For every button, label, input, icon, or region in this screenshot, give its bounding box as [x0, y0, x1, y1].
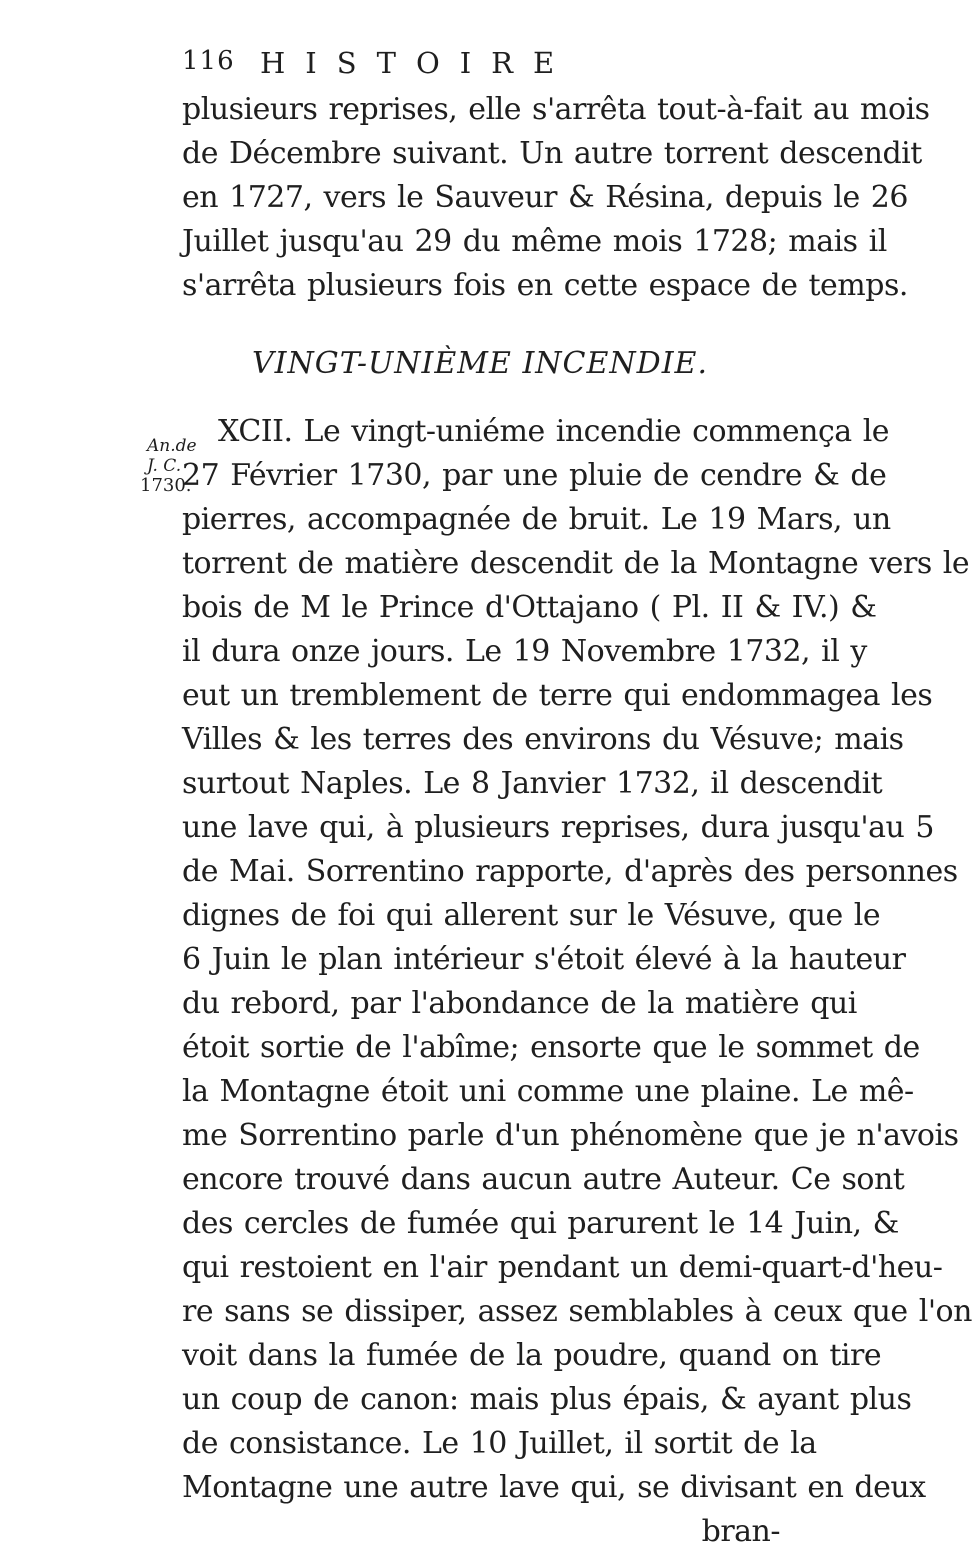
text-line: s'arrêta plusieurs fois en cette espace de temps.: [182, 268, 908, 303]
margin-note-line: J. C.: [147, 456, 182, 476]
text-line: Villes & les terres des environs du Vésuve; mais: [182, 722, 904, 757]
text-line: 6 Juin le plan intérieur s'étoit élevé à la hauteur: [182, 942, 906, 977]
text-line: qui restoient en l'air pendant un demi-quart-d'heu-: [182, 1250, 943, 1285]
margin-year: 1730.: [140, 475, 192, 496]
text-line: XCII. Le vingt-uniéme incendie commença le: [218, 414, 890, 449]
text-line: pierres, accompagnée de bruit. Le 19 Mars, un: [182, 502, 891, 537]
paragraph-1: [182, 88, 930, 308]
text-line: de consistance. Le 10 Juillet, il sortit de la: [182, 1426, 817, 1461]
text-line: plusieurs reprises, elle s'arrêta tout-à-fait au mois: [182, 92, 930, 127]
text-line: de Mai. Sorrentino rapporte, d'après des personnes: [182, 854, 958, 889]
catchword: bran-: [701, 1514, 780, 1549]
text-line: re sans se dissiper, assez semblables à ceux que l'on: [182, 1294, 972, 1329]
text-line: en 1727, vers le Sauveur & Résina, depuis le 26: [182, 180, 908, 215]
text-line: torrent de matière descendit de la Montagne vers le: [182, 546, 970, 581]
margin-note-line: An.de: [147, 436, 197, 456]
text-line: encore trouvé dans aucun autre Auteur. Ce sont: [182, 1162, 905, 1197]
paragraph-2: [182, 410, 972, 1554]
text-line: une lave qui, à plusieurs reprises, dura jusqu'au 5: [182, 810, 934, 845]
text-line: 27 Février 1730, par une pluie de cendre & de: [182, 458, 887, 493]
section-title: VINGT-UNIÈME INCENDIE.: [252, 346, 708, 381]
text-line: dignes de foi qui allerent sur le Vésuve, que le: [182, 898, 881, 933]
page-number: 116: [182, 46, 235, 76]
text-line: des cercles de fumée qui parurent le 14 Juin, &: [182, 1206, 899, 1241]
text-line: eut un tremblement de terre qui endommagea les: [182, 678, 933, 713]
running-title: HISTOIRE: [260, 46, 575, 80]
text-line: étoit sortie de l'abîme; ensorte que le sommet de: [182, 1030, 920, 1065]
text-line: bois de M le Prince d'Ottajano ( Pl. II & IV.) &: [182, 590, 877, 625]
text-line: Juillet jusqu'au 29 du même mois 1728; mais il: [182, 224, 887, 259]
page-header: [182, 46, 742, 86]
text-line: Montagne une autre lave qui, se divisant en deux: [182, 1470, 926, 1505]
text-line: un coup de canon: mais plus épais, & ayant plus: [182, 1382, 912, 1417]
text-line: la Montagne étoit uni comme une plaine. Le mê-: [182, 1074, 914, 1109]
text-line: de Décembre suivant. Un autre torrent descendit: [182, 136, 922, 171]
text-line: surtout Naples. Le 8 Janvier 1732, il descendit: [182, 766, 883, 801]
text-line: du rebord, par l'abondance de la matière qui: [182, 986, 857, 1021]
text-line: voit dans la fumée de la poudre, quand on tire: [182, 1338, 882, 1373]
text-line: il dura onze jours. Le 19 Novembre 1732, il y: [182, 634, 867, 669]
text-line: me Sorrentino parle d'un phénomène que je n'avois: [182, 1118, 959, 1153]
